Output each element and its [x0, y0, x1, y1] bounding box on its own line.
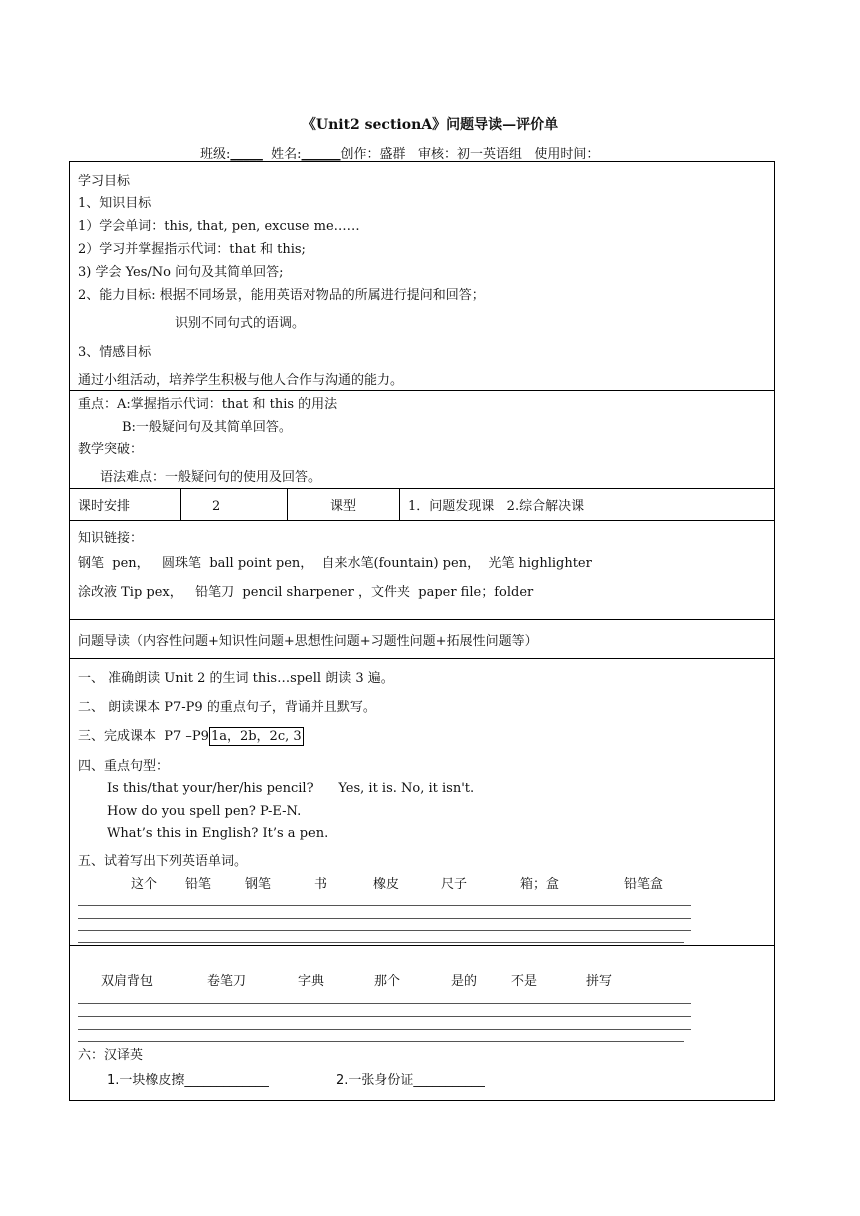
word-7: 箱；盒: [520, 877, 560, 892]
word-9: 双肩背包: [101, 974, 154, 989]
guide-item-1: 一、 准确朗读 Unit 2 的生词 this…spell 朗读 3 遍。: [78, 671, 394, 686]
row-divider: [69, 658, 775, 659]
row-divider: [69, 945, 775, 946]
cell-divider: [180, 488, 181, 520]
guide-item-4: 四、重点句型：: [78, 759, 170, 774]
sentence-3: What’s this in English? It’s a pen.: [107, 826, 329, 841]
emotion-heading: 3、情感目标: [78, 345, 152, 360]
goals-heading: 学习目标: [78, 174, 131, 189]
class-label: 班级:: [200, 147, 231, 162]
links-line-2: 涂改液 Tip pex， 铅笔刀 pencil sharpener ，文件夹 paper file；folder: [78, 585, 534, 600]
focus-line-2: B:一般疑问句及其简单回答。: [122, 420, 292, 435]
knowledge-heading: 1、知识目标: [78, 196, 152, 211]
translate-heading: 六：汉译英: [78, 1048, 144, 1063]
goal-k1: 1）学会单词：this, that, pen, excuse me……: [78, 219, 360, 234]
answer-line[interactable]: [78, 1003, 691, 1004]
row-divider: [69, 390, 775, 391]
links-line-1: 钢笔 pen， 圆珠笔 ball point pen， 自来水笔(fountain) pen， 光笔 highlighter: [78, 556, 592, 571]
cell-divider: [399, 488, 400, 520]
focus-line-1: 重点：A:掌握指示代词：that 和 this 的用法: [78, 397, 338, 412]
word-8: 铅笔盒: [624, 877, 664, 892]
sentence-2: How do you spell pen? P-E-N.: [107, 804, 302, 819]
guide-item-5: 五、试着写出下列英语单词。: [78, 854, 248, 869]
translate-q1[interactable]: 1.一块橡皮擦_____________: [107, 1073, 269, 1088]
goal-ability: 2、能力目标: 根据不同场景，能用英语对物品的所属进行提问和回答；: [78, 288, 485, 303]
author: 创作：盛群: [340, 147, 406, 162]
document-title: 《Unit2 sectionA》问题导读—评价单: [301, 117, 559, 133]
guide-item-3-prefix: 三、完成课本 P7 –P9: [78, 729, 209, 744]
lesson-type-label: 课型: [330, 499, 357, 514]
goal-emotion: 通过小组活动，培养学生积极与他人合作与沟通的能力。: [78, 373, 404, 388]
word-4: 书: [314, 877, 328, 892]
word-10: 卷笔刀: [207, 974, 247, 989]
word-14: 不是: [511, 974, 538, 989]
word-6: 尺子: [441, 877, 468, 892]
word-15: 拼写: [586, 974, 613, 989]
answer-line[interactable]: [78, 1016, 691, 1017]
word-1: 这个: [131, 877, 158, 892]
goal-ability-2: 识别不同句式的语调。: [175, 316, 306, 331]
exercise-box: 1a，2b，2c, 3: [210, 729, 302, 744]
grammar-difficulty: 语法难点：一般疑问句的使用及回答。: [100, 470, 322, 485]
answer-line[interactable]: [78, 1041, 684, 1042]
schedule-value: 2: [212, 499, 221, 514]
row-divider: [69, 520, 775, 521]
name-blank[interactable]: ______: [301, 147, 341, 162]
goal-k3: 3) 学会 Yes/No 问句及其简单回答;: [78, 265, 284, 280]
name-label: 姓名:: [271, 147, 302, 162]
guide-item-2: 二、 朗读课本 P7-P9 的重点句子，背诵并且默写。: [78, 700, 376, 715]
answer-line[interactable]: [78, 942, 684, 943]
row-divider: [69, 619, 775, 620]
answer-line[interactable]: [78, 1029, 691, 1030]
row-divider: [69, 488, 775, 489]
use-time: 使用时间：: [534, 147, 600, 162]
word-13: 是的: [451, 974, 478, 989]
sentence-1: Is this/that your/her/his pencil? Yes, it is. No, it isn't.: [107, 781, 475, 796]
word-2: 铅笔: [185, 877, 212, 892]
word-11: 字典: [298, 974, 325, 989]
guide-item-3: [78, 729, 304, 745]
goal-k2: 2）学习并掌握指示代词：that 和 this;: [78, 242, 306, 257]
reviewer: 审核：初一英语组: [417, 147, 522, 162]
class-blank[interactable]: _____: [230, 147, 263, 162]
translate-q2[interactable]: 2.一张身份证___________: [336, 1073, 485, 1088]
answer-line[interactable]: [78, 918, 691, 919]
lesson-type-value: 1．问题发现课 2.综合解决课: [408, 499, 585, 514]
guide-heading: 问题导读（内容性问题+知识性问题+思想性问题+习题性问题+拓展性问题等）: [78, 634, 538, 649]
word-5: 橡皮: [373, 877, 400, 892]
schedule-label: 课时安排: [78, 499, 131, 514]
answer-line[interactable]: [78, 930, 691, 931]
breakthrough-label: 教学突破：: [78, 442, 144, 457]
word-12: 那个: [374, 974, 401, 989]
info-line: [200, 143, 599, 162]
links-heading: 知识链接：: [78, 531, 144, 546]
word-3: 钢笔: [245, 877, 272, 892]
answer-line[interactable]: [78, 905, 691, 906]
cell-divider: [287, 488, 288, 520]
